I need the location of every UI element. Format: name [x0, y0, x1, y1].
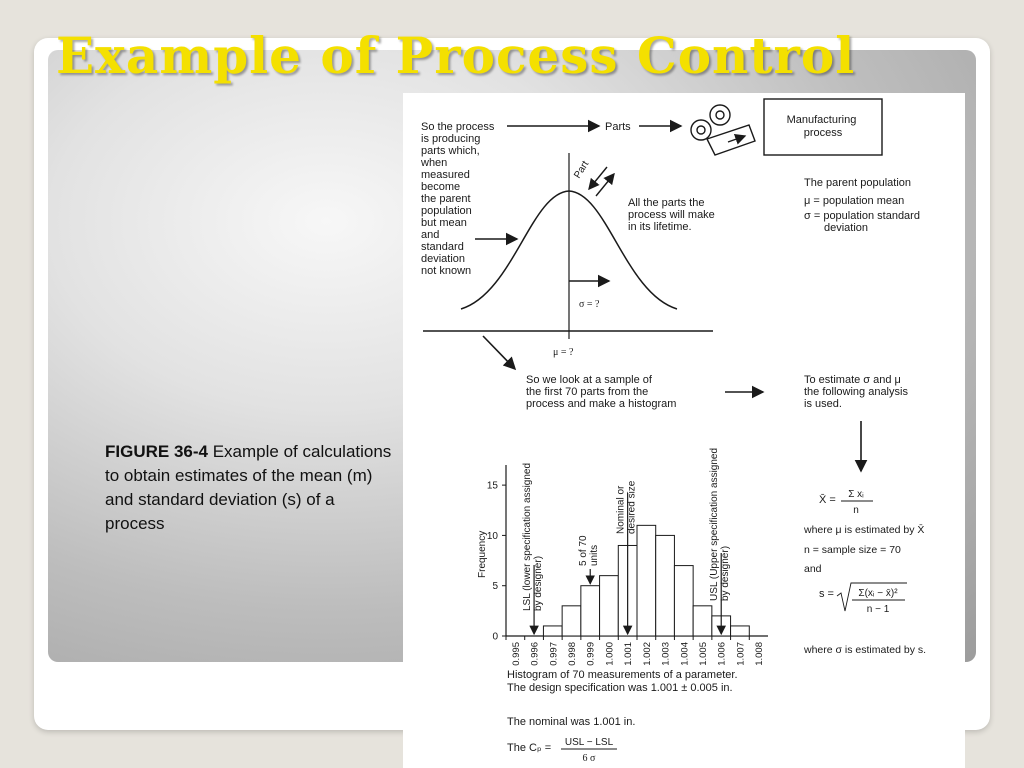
arrow-to-sample	[483, 336, 515, 369]
x-tick-label: 1.003	[660, 642, 672, 666]
mu-unknown-label: μ = ?	[553, 347, 574, 358]
part-label: Part	[572, 159, 592, 181]
histogram-bar	[637, 525, 656, 636]
sigma-unknown-label: σ = ?	[579, 299, 600, 310]
histogram-bar	[674, 566, 693, 636]
histogram	[487, 448, 768, 666]
x-tick-label: 0.998	[567, 642, 578, 666]
x-tick-label: 1.008	[754, 642, 766, 666]
x-tick-label: 1.000	[604, 642, 616, 666]
process-description: So the process is producing parts which, when measured become the parent population but mean and standard deviation not known	[421, 121, 495, 277]
svg-text:n − 1: n − 1	[866, 604, 890, 615]
y-tick-label: 5	[492, 581, 498, 593]
process-control-figure	[403, 93, 965, 768]
histogram-caption: Histogram of 70 measurements of a parameter. The design specification was 1.001 ± 0.005 in.	[507, 669, 738, 694]
x-tick-label: 1.001	[623, 642, 635, 666]
svg-text:6 σ: 6 σ	[582, 753, 596, 764]
y-tick-label: 15	[486, 480, 498, 492]
nominal-text: The nominal was 1.001 in.	[507, 716, 636, 728]
figure-caption	[105, 440, 395, 536]
x-tick-label: 1.004	[679, 642, 691, 666]
y-tick-label: 0	[492, 631, 498, 643]
figure-caption-label: FIGURE 36-4	[105, 442, 208, 461]
x-tick-label: 1.006	[716, 642, 728, 666]
svg-text:s =: s =	[819, 588, 834, 600]
x-tick-label: 1.002	[641, 642, 653, 666]
svg-text:USL − LSL: USL − LSL	[564, 737, 614, 748]
histogram-ylabel: Frequency	[477, 530, 488, 578]
histogram-bar	[693, 606, 712, 636]
histogram-bar	[731, 626, 750, 636]
x-tick-label: 0.997	[548, 642, 560, 666]
histogram-bar	[600, 576, 619, 636]
x-tick-label: 0.995	[510, 642, 522, 666]
and-text: and	[804, 563, 822, 575]
x-tick-label: 1.007	[735, 642, 747, 666]
mu-estimate-text: where μ is estimated by X̄	[804, 524, 925, 536]
x-tick-label: 0.999	[585, 642, 597, 666]
histogram-bar	[543, 626, 562, 636]
lifetime-parts-text: All the parts the process will make in its lifetime.	[628, 197, 715, 233]
x-tick-label: 1.005	[698, 642, 709, 666]
sigma-estimate-text: where σ is estimated by s.	[804, 644, 927, 656]
manufacturing-process-label: Manufacturing process	[786, 114, 857, 139]
slide-title: Example of Process Control	[56, 26, 856, 85]
svg-text:The Cₚ =: The Cₚ =	[507, 742, 552, 754]
five-of-70-label: 5 of 70units	[578, 535, 601, 566]
svg-text:Σ xᵢ: Σ xᵢ	[848, 489, 864, 500]
histogram-bar	[581, 586, 600, 636]
std-dev-formula	[819, 583, 907, 615]
estimate-text: To estimate σ and μ the following analysis is used.	[804, 374, 908, 410]
parent-population-text: The parent population μ = population mean σ = population standard deviation	[804, 177, 920, 234]
sample-size-text: n = sample size = 70	[804, 544, 901, 556]
mean-formula	[819, 489, 873, 516]
histogram-bar	[562, 606, 581, 636]
svg-text:X̄ =: X̄ =	[819, 494, 836, 506]
lsl-label: LSL (lower specification assignedby designer)	[522, 462, 545, 611]
y-tick-label: 10	[486, 530, 498, 542]
usl-label: USL (Upper specification assignedby designer)	[709, 447, 732, 601]
x-tick-label: 0.996	[529, 642, 541, 666]
svg-text:Σ(xᵢ − x̄)²: Σ(xᵢ − x̄)²	[858, 588, 898, 599]
nominal-size-label: Nominal ordesired size	[615, 480, 638, 534]
histogram-bar	[656, 535, 675, 636]
manufacturing-machine-icon	[691, 105, 755, 155]
parts-label: Parts	[605, 121, 631, 133]
figure-caption-text: Example of calculations to obtain estimates of the mean (m) and standard deviation (s) of a process	[105, 442, 392, 533]
sample-text: So we look at a sample of the first 70 parts from the process and make a histogram	[526, 374, 677, 410]
svg-text:n: n	[853, 505, 859, 516]
cp-formula	[507, 737, 617, 764]
